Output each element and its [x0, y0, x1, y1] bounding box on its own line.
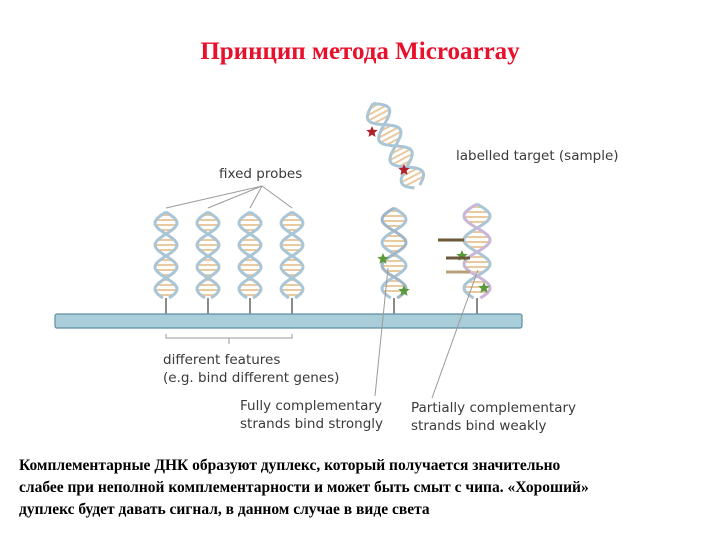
fixed-probes-label: fixed probes: [219, 166, 303, 182]
fixed-probe-2: [197, 212, 219, 298]
labelled-target-helix: [362, 98, 427, 192]
fixed-probe-1: [155, 212, 177, 298]
caption-line-1: Комплементарные ДНК образуют дуплекс, который получается значительно: [19, 457, 561, 474]
chip-slide: [55, 314, 522, 328]
fully-complementary-label: Fully complementary: [240, 398, 382, 414]
target-star-top: [366, 126, 377, 137]
different-features-label: different features: [163, 352, 281, 368]
different-features-sublabel: (e.g. bind different genes): [163, 370, 340, 386]
fully-complementary-duplex: [382, 208, 406, 298]
partially-complementary-label: Partially complementary: [411, 400, 577, 416]
caption: [19, 455, 709, 521]
partially-complementary-sublabel: strands bind weakly: [411, 418, 547, 434]
different-features-bracket: [166, 334, 292, 344]
label-pointer-lines: [375, 268, 478, 398]
caption-line-2: слабее при неполной комплементарности и может быть смыт с чипа. «Хороший»: [19, 479, 589, 496]
partially-complementary-duplex: [464, 204, 490, 298]
fixed-probe-3: [239, 212, 261, 298]
fully-complementary-sublabel: strands bind strongly: [240, 416, 384, 432]
page-title: Принцип метода Microarray: [200, 38, 520, 65]
probe-stalks: [166, 298, 477, 314]
caption-line-3: дуплекс будет давать сигнал, в данном случае в виде света: [19, 501, 430, 518]
labelled-target-label: labelled target (sample): [456, 148, 619, 164]
fixed-probe-4: [281, 212, 303, 298]
fixed-probes-pointer-lines: [166, 186, 292, 208]
